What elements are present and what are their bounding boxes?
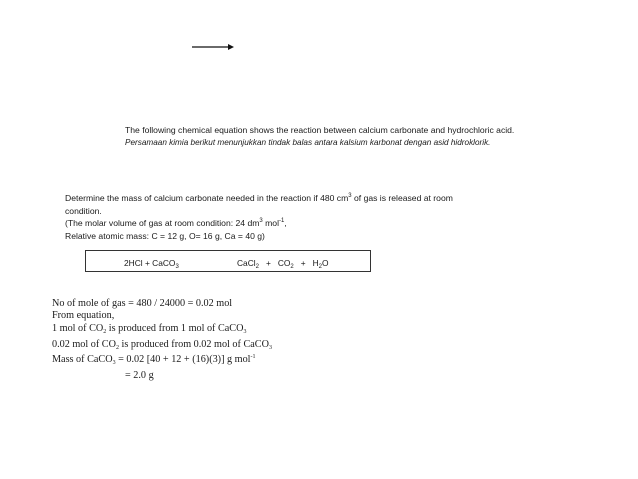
equation-reactants: 2HCl + CaCO$_3$ <box>124 258 179 270</box>
solution-line-4: 0.02 mol of $CO_2$ is produced from 0.02 mol of CaCO$_3$ <box>52 339 272 351</box>
solution-line-2: From equation, <box>52 310 115 321</box>
question-line-4: Relative atomic mass: C = 12 g, O= 16 g, Ca = 40 g) <box>65 231 265 241</box>
solution-line-3: 1 mol of $CO_2$ is produced from 1 mol of CaCO$_3$ <box>52 323 247 335</box>
reaction-arrow-icon <box>192 44 234 50</box>
question-line-1: Determine the mass of calcium carbonate needed in the reaction if 480 $cm^3$ of gas is released at room <box>65 193 453 203</box>
equation-products: CaCl$_2$ + $CO_2 + H_2O$ <box>237 258 329 270</box>
solution-line-1: No of mole of gas = 480 / 24000 = 0.02 mol <box>52 298 233 309</box>
question-line-2: condition. <box>65 206 102 216</box>
question-line-3: (The molar volume of gas at room condition: 24 $dm^3$ mol$^{-1}$, <box>65 218 287 228</box>
title-english: The following chemical equation shows the reaction between calcium carbonate and hydrochloric acid. <box>125 125 515 135</box>
solution-line-6: = 2.0 g <box>125 370 154 381</box>
solution-line-5: Mass of CaCO$_3$ = 0.02 [40 + 12 + (16)(3)] g mol$^{-1}$ <box>52 354 256 366</box>
title-malay: Persamaan kimia berikut menunjukkan tindak balas antara kalsium karbonat dengan asid hidroklorik. <box>125 138 491 147</box>
